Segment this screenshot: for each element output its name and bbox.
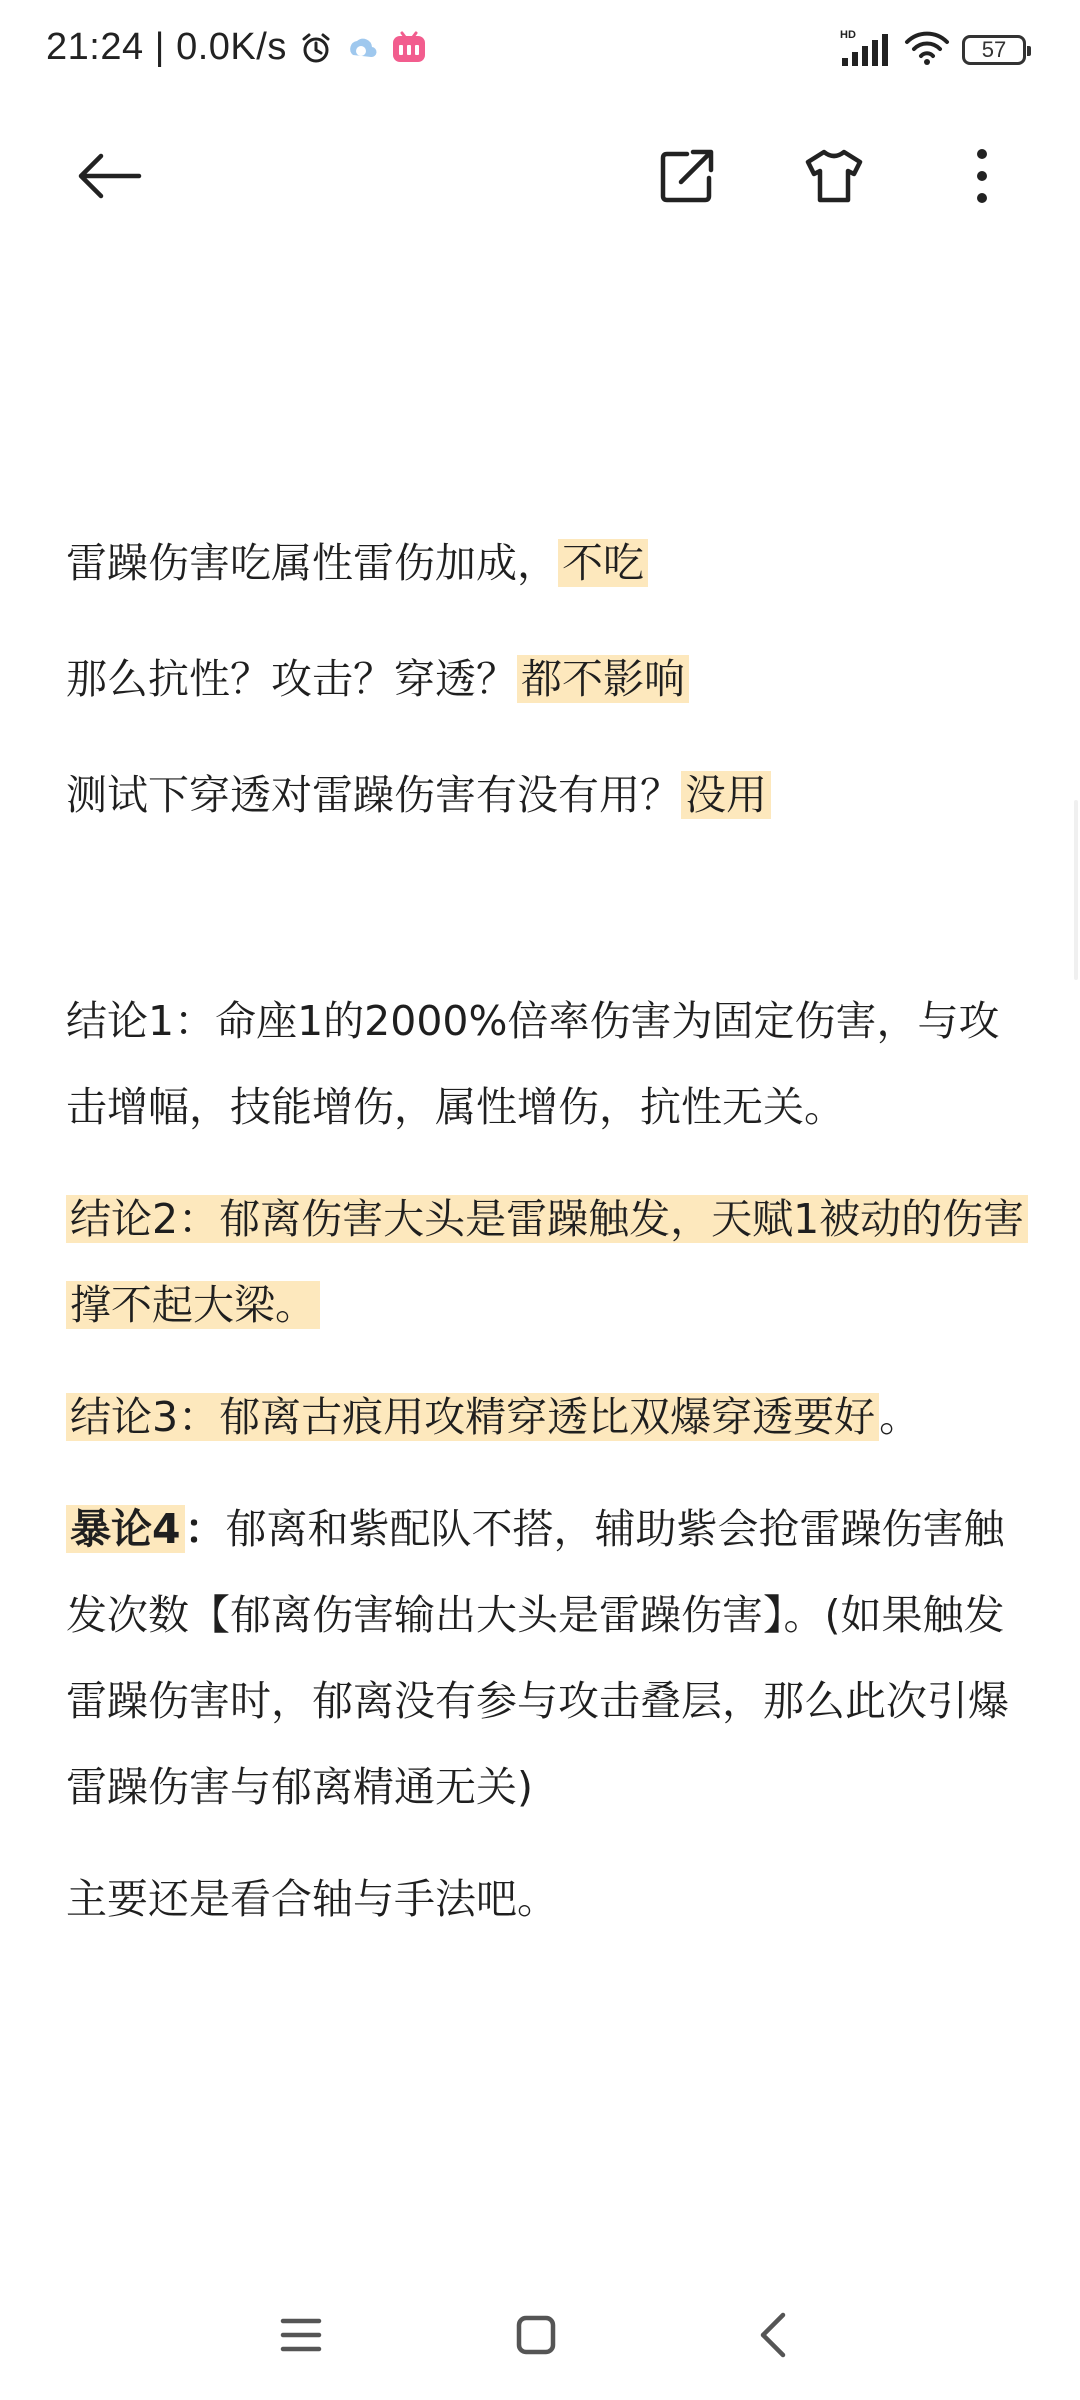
back-chevron-icon — [755, 2311, 791, 2359]
conclusion3-end: 。 — [879, 1393, 921, 1441]
more-options-button[interactable] — [946, 140, 1018, 212]
status-bar — [0, 0, 1080, 100]
signal-hd-label: HD — [840, 29, 856, 41]
signal-icon — [840, 28, 892, 72]
line2-highlight: 都不影响 — [517, 655, 689, 703]
tshirt-icon — [802, 146, 866, 206]
back-button[interactable] — [74, 140, 146, 212]
cloud-icon — [345, 31, 379, 65]
status-right — [828, 28, 1026, 72]
recent-apps-button[interactable] — [266, 2300, 336, 2370]
theme-button[interactable] — [798, 140, 870, 212]
system-back-button[interactable] — [738, 2300, 808, 2370]
paragraph-line3 — [66, 752, 1026, 838]
back-arrow-icon — [75, 150, 145, 202]
paragraph-line2 — [66, 636, 1026, 722]
paragraph-line1 — [66, 520, 1026, 606]
network-speed: 0.0K/s — [176, 26, 287, 68]
scrollbar[interactable] — [1074, 800, 1078, 980]
system-nav-bar — [0, 2270, 1080, 2400]
line2-text: 那么抗性？攻击？穿透？ — [66, 655, 517, 703]
top-toolbar — [0, 120, 1080, 230]
article-content — [66, 520, 1026, 1942]
paragraph-conclusion1 — [66, 978, 1026, 1150]
closing-text: 主要还是看合轴与手法吧。 — [66, 1875, 558, 1923]
line1-text: 雷躁伤害吃属性雷伤加成， — [66, 539, 558, 587]
conclusion1-text: 结论1：命座1的2000%倍率伤害为固定伤害，与攻击增幅，技能增伤，属性增伤，抗性无关。 — [66, 997, 1000, 1131]
status-time: 21:24 — [46, 26, 144, 68]
status-left — [46, 26, 427, 69]
menu-icon — [279, 2315, 323, 2355]
status-separator: | — [143, 26, 177, 68]
bilibili-icon — [391, 31, 427, 65]
conclusion4-label: 暴论4 — [66, 1505, 185, 1553]
share-icon — [657, 146, 717, 206]
paragraph-closing — [66, 1856, 1026, 1942]
conclusion2-highlight: 结论2：郁离伤害大头是雷躁触发，天赋1被动的伤害撑不起大梁。 — [66, 1195, 1028, 1329]
paragraph-conclusion4 — [66, 1486, 1026, 1830]
battery-level: 57 — [981, 37, 1007, 62]
battery-icon — [962, 35, 1026, 65]
paragraph-conclusion2 — [66, 1176, 1026, 1348]
alarm-icon — [299, 31, 333, 65]
paragraph-conclusion3 — [66, 1374, 1026, 1460]
line3-text: 测试下穿透对雷躁伤害有没有用？ — [66, 771, 681, 819]
share-button[interactable] — [651, 140, 723, 212]
home-button[interactable] — [501, 2300, 571, 2370]
line3-highlight: 没用 — [681, 771, 771, 819]
line1-highlight: 不吃 — [558, 539, 648, 587]
conclusion4-text: 郁离和紫配队不搭，辅助紫会抢雷躁伤害触发次数【郁离伤害输出大头是雷躁伤害】。(如果触发雷躁伤害时，郁离没有参与攻击叠层，那么此次引爆雷躁伤害与郁离精通无关) — [66, 1505, 1009, 1811]
conclusion3-highlight: 结论3：郁离古痕用攻精穿透比双爆穿透要好 — [66, 1393, 879, 1441]
wifi-icon — [904, 28, 950, 72]
home-square-icon — [514, 2313, 558, 2357]
more-vertical-icon — [972, 146, 992, 206]
conclusion4-colon: ： — [184, 1505, 226, 1553]
